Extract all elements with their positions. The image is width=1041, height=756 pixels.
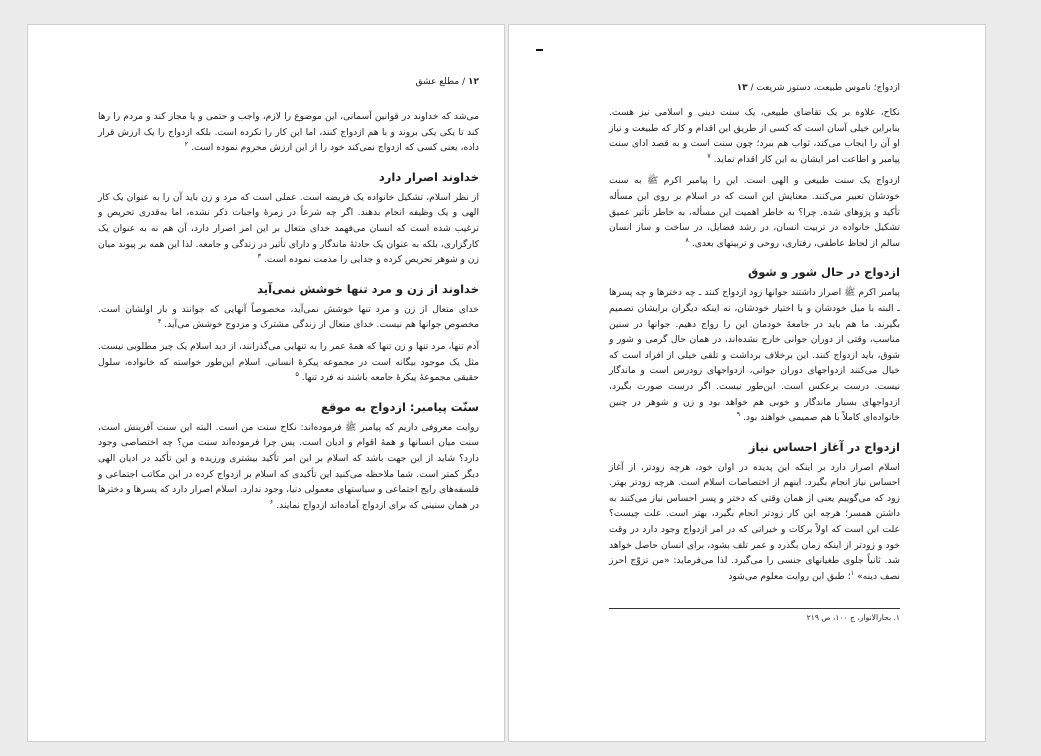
section-heading: سنّت پیامبر: ازدواج به موقع [321,399,479,414]
footnote-ref: ۴ [157,317,162,326]
section-heading: خداوند از زن و مرد تنها خوشش نمی‌آید [257,281,479,296]
paragraph: آدم تنها، مرد تنها و زن تنها که همهٔ عمر را به تنهایی می‌گذرانند، از دید اسلام یک چیز مطلوبی نیست. مثل یک موجود بیگانه است در مجموعه پیکرهٔ انسانی. اسلام این‌طور خواسته که خانواده، سلول حقیقی مجموعهٔ پیکرهٔ جامعه باشند نه فرد تنها. $^۵$ [98,340,479,384]
right-page [508,24,986,742]
page-mark [536,49,543,51]
footnote-ref: ۹ [736,410,741,419]
header-separator: / [747,83,757,93]
page-body [609,105,900,590]
paragraph: از نظر اسلام، تشکیل خانواده یک فریضه است. عملی است که مرد و زن باید آن را به عنوان یک کار الهی و یک وظیفه انجام بدهند. اگر چه شرعاً در زمرهٔ واجبات ذکر نشده، اما به‌قدری تحریص و ترغیب شده است که انسان می‌فهمد خدای متعال بر این امر اصرار دارد، آن هم نه به عنوان یک کارگزاری، بلکه به عنوان یک حادثهٔ ماندگار و دارای تأثیر در زندگی و جامعه. لذا این همه بر پیوند میان زن و شوهر تحریص کرده و جدایی را مذمت نموده است. $^۳$ [98,191,479,266]
paragraph: ازدواج یک سنت طبیعی و الهی است. این را پیامبر اکرم ﷺ به سنت خودشان تعبیر می‌کنند. معنایش این است که در اسلام بر روی این مسأله تأکید و پژوهای شده. چرا؟ به خاطر اهمیت این مسأله، به خاطر تأثیر عمیق تشکیل خانواده در تربیت انسان، در رشد فضایل، در ساخت و ساز انسان سالم از لحاظ عاطفی، رفتاری، روحی و تربیتهای بعدی. $^۸$ [609,175,900,249]
footnote-ref: ۱ [850,568,855,577]
header-separator: / [459,77,468,87]
footnote-ref: ۸ [685,235,689,244]
section-heading: خداوند اصرار دارد [378,169,479,184]
paragraph: اسلام اصرار دارد بر اینکه این پدیده در اوان خود، هرچه زودتر، از آغاز احساس نیاز انجام بگیرد. اینهم از اختصاصات اسلام است. هرچه زودتر بهتر. زود که می‌گوییم یعنی از همان وقتی که دختر و پسر احساس نیاز می‌کنند به داشتن همسر؛ هرچه این کار زودتر انجام بگیرد، بهتر است. علت چیست؟ علت این است که اولاً برکات و خیراتی که در امر ازدواج وجود دارد در وقت خود و زودتر از اینکه زمان بگذرد و عمر تلف بشود، برای انسان حاصل خواهد شد. ثانیاً جلوی طغیانهای جنسی را می‌گیرد. لذا می‌فرماید: «من تزوّج احرز نصف دینه» $^۱$؛ طبق این روایت معلوم می‌شود [609,461,900,582]
chapter-title: ازدواج؛ ناموس طبیعت، دستور شریعت [756,83,900,93]
page-header [28,77,479,87]
paragraph: پیامبر اکرم ﷺ اصرار داشتند جوانها زود ازدواج کنند ـ چه دخترها و چه پسرها ـ البته با میل خودشان و با اختیار خودشان، نه اینکه دیگران برایشان تصمیم بگیرند. ما هم باید در جامعهٔ خودمان این را رواج دهیم. جوانها در سنین مناسب، وقتی از دوران جوانی خارج نشده‌اند، در همان حال گرمی و شور و شوق، باید ازدواج کنند. این برخلاف برداشت و تلقی خیلی از افراد است که خیال می‌کنند ازدواجهای دوران جوانی، ازدواجهای زودرس است و ماندگار نیست. درست برعکس است. این‌طور نیست. اگر درست صورت بگیرد، ازدواجهای بسیار ماندگار و خوبی هم خواهد بود و زن و شوهر در چنین خانواده‌ای کاملاً با هم صمیمی خواهند بود. $^۹$ [609,287,900,424]
page-header [509,83,900,93]
page-number: ۱۳ [736,83,748,93]
page-body [98,109,479,519]
left-page [27,24,505,742]
book-title: مطلع عشق [415,77,460,87]
footnote-ref: ۷ [707,151,711,160]
paragraph: روایت معروفی داریم که پیامبر ﷺ فرموده‌اند: نکاح سنت من است. البته این سنت آفرینش است، سنت میان انسانها و همهٔ اقوام و ادیان است. پس چرا فرموده‌اند سنت من؟ چه اختصاصی وجود دارد؟ شاید از این جهت باشد که اسلام بر این امر تأکید بیشتری ورزیده و این تأکید در ادیان الهی دیگر کمتر است. شما ملاحظه می‌کنید این تأکیدی که اسلام بر ازدواج کرده در این مکاتب اجتماعی و فلسفه‌های رایج اجتماعی و سیاستهای معمولی دنیا، وجود ندارد. اسلام اصرار دارد که پسرها و دخترها در همان سنینی که برای ازدواج آماده‌اند ازدواج نمایند. $^۶$ [98,421,479,511]
section-heading: ازدواج در حال شور و شوق [747,265,900,280]
footnote-ref: ۲ [184,140,189,149]
footnote-ref: ۵ [295,370,299,379]
section-heading: ازدواج در آغاز احساس نیاز [748,439,900,454]
paragraph: نکاح، علاوه بر یک تقاضای طبیعی، یک سنت دینی و اسلامی نیز هست. بنابراین خیلی آسان است که کسی از طریق این اقدام و کار که طبیعت و نیاز او آن را ایجاب می‌کند، ثواب هم ببرد؛ چون سنت است و به قصد ادای سنت پیامبر و اطاعت امر ایشان به این کار اقدام نماید. $^۷$ [609,107,900,165]
footnote-divider [609,608,900,609]
paragraph: خدای متعال از زن و مرد تنها خوشش نمی‌آید، مخصوصاً آنهایی که جوانند و بار اولشان است. مخصوص جوانها هم نیست. خدای متعال از زندگی مشترک و مزدوج خوشش می‌آید. $^۴$ [98,303,479,331]
page-number: ۱۲ [468,77,479,87]
footnote-ref: ۶ [269,497,274,506]
footnote-ref: ۳ [257,252,262,261]
paragraph: می‌شد که خداوند در قوانین آسمانی، این موضوع را لازم، واجب و حتمی و یا مجاز کند و مردم را رها کند تا یکی یکی بروند و با هم ازدواج کنند، اما این کار را نکرده است. بلکه ازدواج را یک ارزش قرار داده، یعنی کسی که ازدواج نمی‌کند خود را از این ارزش محروم نموده است. $^۲$ [98,111,479,154]
footnote: ۱. بحارالانوار، ج ۱۰۰، ص ۲۱۹ [806,613,900,622]
